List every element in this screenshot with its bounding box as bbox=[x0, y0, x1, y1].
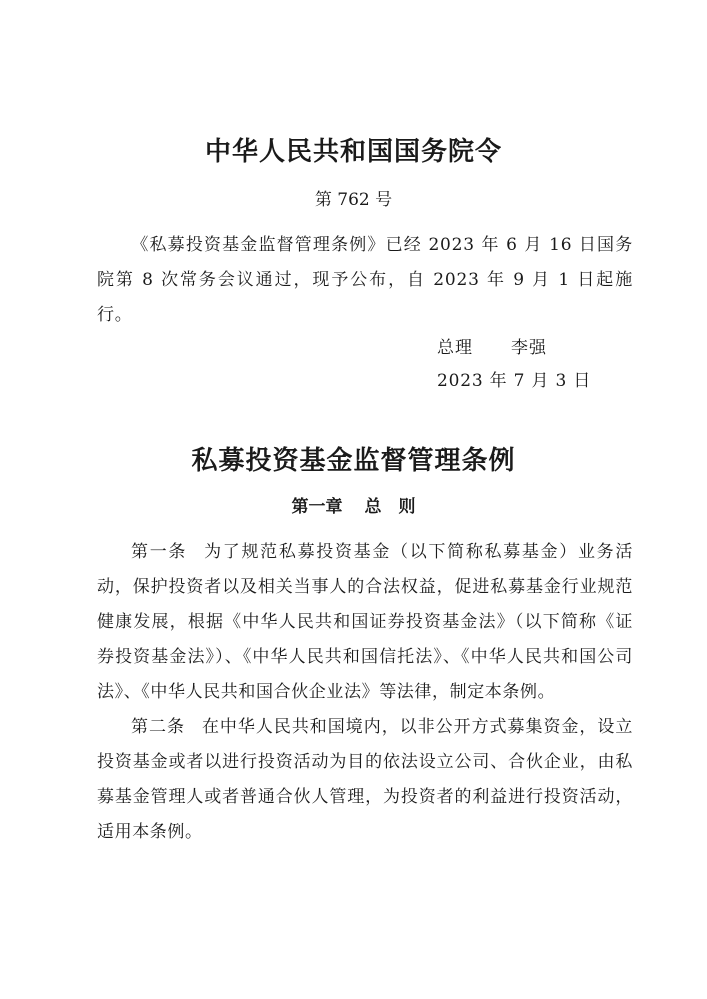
chapter-number: 第一章 bbox=[291, 497, 343, 517]
signer-name: 李强 bbox=[511, 338, 547, 358]
article-text: 为了规范私募投资基金（以下简称私募基金）业务活动，保护投资者以及相关当事人的合法权益，促进私募基金行业规范健康发展，根据《中华人民共和国证券投资基金法》（以下简称《证券投资基金法》）、《中华人民共和国信托法》、《中华人民共和国公司法》、《中华人民共和国合伙企业法》等法律，制定本条例。 bbox=[97, 542, 633, 702]
chapter-heading bbox=[0, 492, 707, 517]
order-number: 第 762 号 bbox=[314, 190, 393, 210]
decree-text: 《私募投资基金监督管理条例》已经 2023 年 6 月 16 日国务院第 8 次常务会议通过，现予公布，自 2023 年 9 月 1 日起施行。 bbox=[97, 235, 633, 325]
decree-paragraph bbox=[97, 228, 633, 333]
regulation-title: 私募投资基金监督管理条例 bbox=[191, 446, 516, 476]
article-number: 第二条 bbox=[131, 717, 185, 737]
order-title: 中华人民共和国国务院令 bbox=[204, 137, 502, 167]
article-2 bbox=[97, 710, 633, 850]
chapter-name: 总 则 bbox=[364, 497, 416, 517]
article-list bbox=[97, 535, 633, 850]
signer-line bbox=[437, 333, 547, 358]
signer-title: 总理 bbox=[437, 338, 473, 358]
article-1 bbox=[97, 535, 633, 710]
article-number: 第一条 bbox=[131, 542, 188, 562]
sign-date: 2023 年 7 月 3 日 bbox=[437, 371, 592, 391]
article-text: 在中华人民共和国境内，以非公开方式募集资金，设立投资基金或者以进行投资活动为目的依法设立公司、合伙企业，由私募基金管理人或者普通合伙人管理，为投资者的利益进行投资活动，适用本条例。 bbox=[97, 717, 633, 842]
